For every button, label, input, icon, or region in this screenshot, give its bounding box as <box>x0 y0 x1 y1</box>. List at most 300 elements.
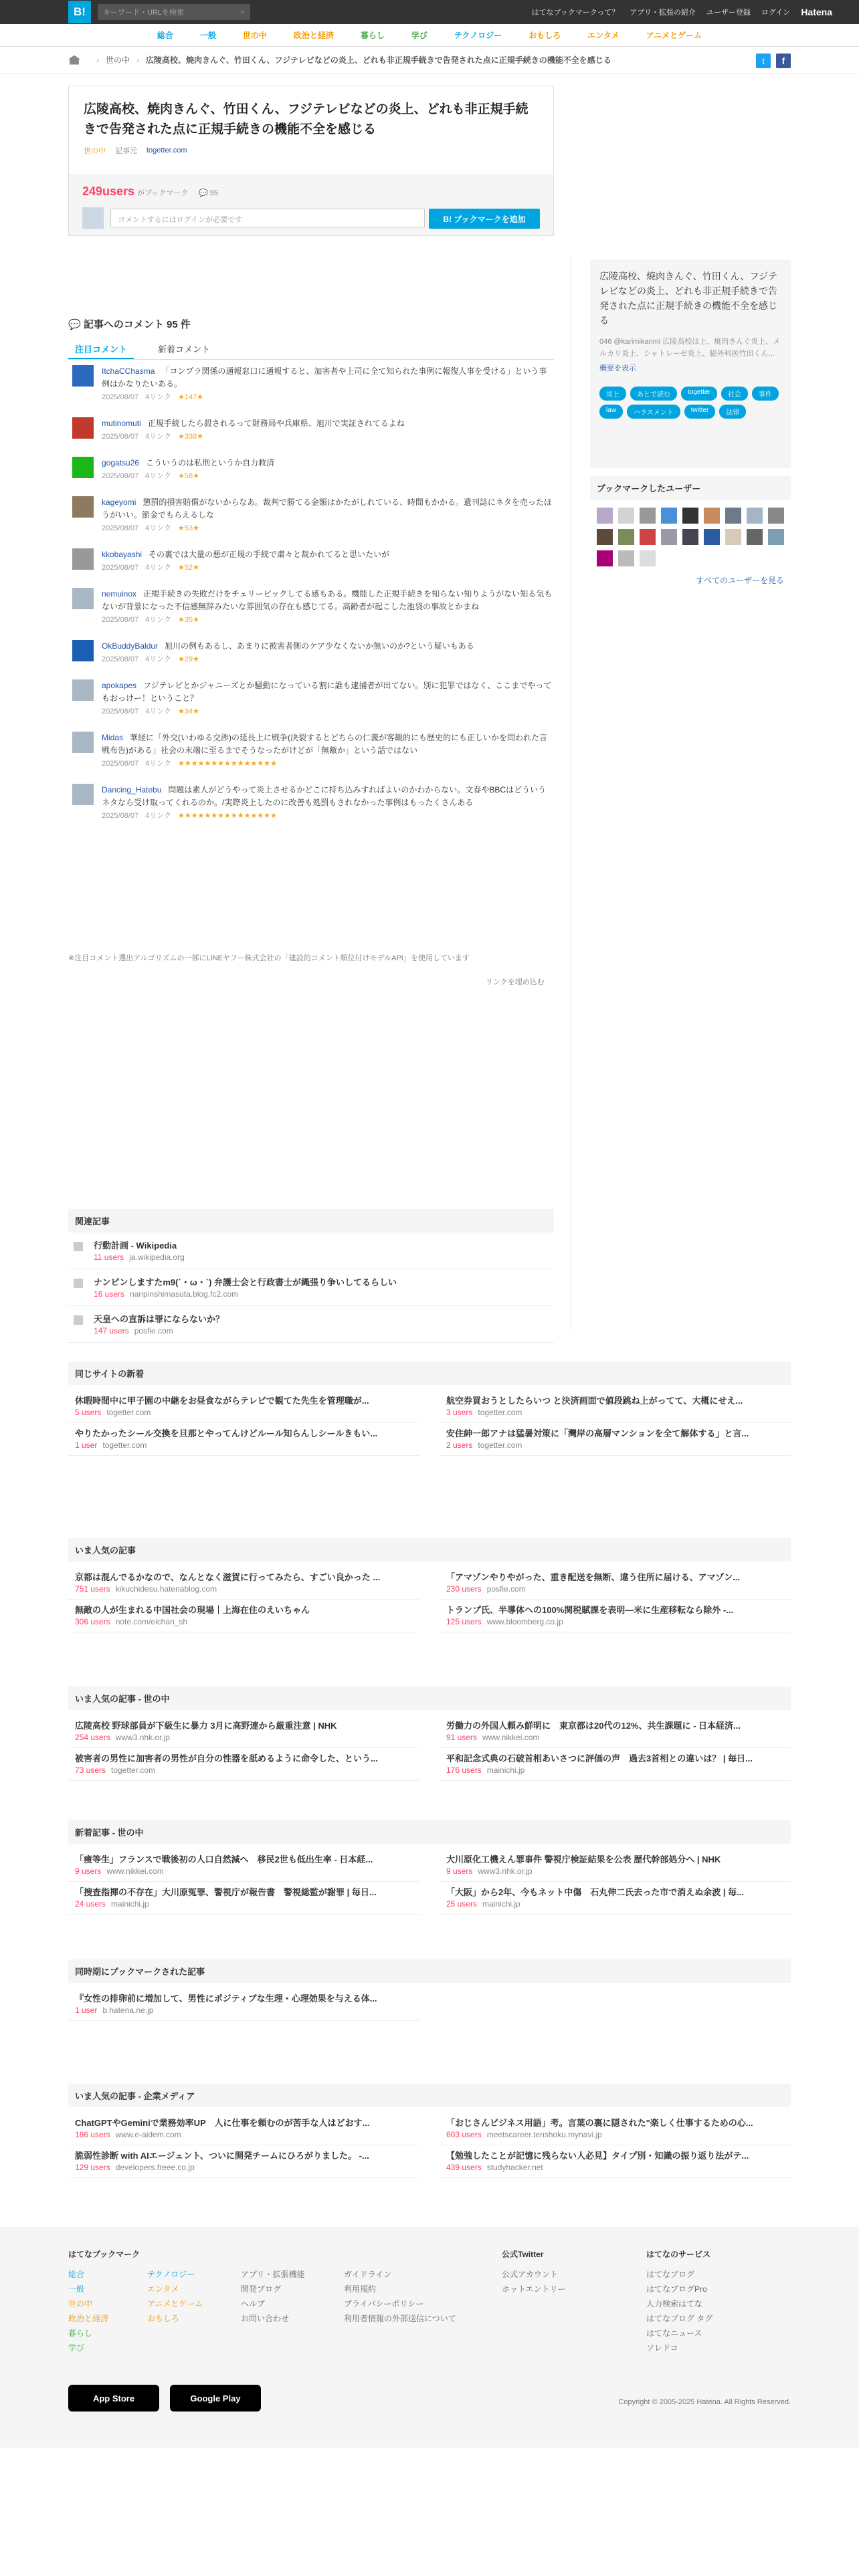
home-icon[interactable] <box>68 56 80 65</box>
embed-link[interactable]: リンクを埋め込む <box>486 978 545 986</box>
comment-date[interactable]: 2025/08/07 <box>102 708 139 716</box>
user-avatar[interactable] <box>682 508 698 524</box>
article-item <box>440 2145 791 2178</box>
article-section-1 <box>68 1538 791 1632</box>
hatena-brand[interactable]: Hatena <box>801 7 832 17</box>
star-count[interactable]: ★★★★★★★★★★★★★★★ <box>177 760 277 768</box>
article-section-2 <box>68 1687 791 1781</box>
related-domain[interactable]: posfie.com <box>134 1326 173 1335</box>
footer-link[interactable]: 利用規約 <box>344 2284 377 2294</box>
comment-avatar[interactable] <box>72 784 94 805</box>
article-meta <box>75 2006 413 2015</box>
comment-user[interactable]: Midas <box>102 733 124 742</box>
article-title[interactable]: 「大阪」から2年、今もネット中傷 石丸伸二氏去った市で消えぬ余波 | 毎... <box>446 1887 744 1897</box>
article-title[interactable]: 『女性の排卵前に増加して、男性にポジティブな生理・心理効果を与える体... <box>75 1994 377 2004</box>
comment-item <box>72 588 554 627</box>
category-7[interactable]: おもしろ <box>529 31 561 40</box>
article-meta <box>75 1408 413 1417</box>
article-title[interactable]: 京都は混んでるかなので、なんとなく滋賀に行ってみたら、すごい良かった ... <box>75 1572 381 1582</box>
search-box[interactable] <box>98 4 250 20</box>
entry-summary-box <box>590 259 791 468</box>
article-meta <box>446 1733 784 1742</box>
category-0[interactable]: 総合 <box>157 31 173 40</box>
bookmark-bar: 249users がブックマーク 💬 95 コメントするにはログインが必要です B! ブックマークを追加 <box>69 174 553 235</box>
site-favicon-icon <box>74 1315 83 1325</box>
section-heading: いま人気の記事 - 世の中 <box>68 1687 791 1710</box>
article-domain[interactable]: studyhacker.net <box>486 2163 543 2172</box>
comment-user[interactable]: apokapes <box>102 681 137 690</box>
comment-user[interactable]: mutinomuti <box>102 419 141 428</box>
article-meta <box>75 1584 413 1594</box>
comment-avatar[interactable] <box>72 457 94 478</box>
comment-item <box>72 365 554 404</box>
article-users[interactable]: 230 users <box>446 1584 482 1594</box>
article-users[interactable]: 25 users <box>446 1899 478 1909</box>
article-domain[interactable]: meetscareer.tenshoku.mynavi.jp <box>486 2130 602 2139</box>
comment-item <box>72 732 554 770</box>
article-meta <box>446 1584 784 1594</box>
app-stores <box>68 2385 261 2411</box>
related-users[interactable]: 11 users <box>94 1253 124 1262</box>
article-users[interactable]: 186 users <box>75 2130 110 2139</box>
footer-link[interactable]: はてなブログ <box>646 2270 695 2279</box>
footer-link[interactable]: 総合 <box>68 2270 85 2279</box>
footer-link[interactable]: 利用者情報の外部送信について <box>344 2314 456 2323</box>
app-store-button[interactable]: App Store <box>68 2385 159 2411</box>
tag-chip[interactable]: twitter <box>684 405 716 419</box>
comment-avatar[interactable] <box>72 588 94 609</box>
tag-chip[interactable]: togetter <box>681 387 717 401</box>
star-count[interactable]: ★52★ <box>177 564 199 572</box>
login-link[interactable]: ログイン <box>761 9 791 17</box>
footer-link[interactable]: エンタメ <box>147 2284 179 2294</box>
article-domain[interactable]: mainichi.jp <box>111 1899 149 1909</box>
comment-list <box>72 365 554 836</box>
comment-date[interactable]: 2025/08/07 <box>102 655 139 663</box>
article-title[interactable]: 「アマゾンやりやがった、重き配送を無断、違う住所に届ける、アマゾン... <box>446 1572 741 1582</box>
comment-meta <box>102 809 554 823</box>
tag-chip[interactable]: ハラスメント <box>627 405 680 419</box>
section-heading: 同時期にブックマークされた記事 <box>68 1959 791 1983</box>
article-item <box>440 2113 791 2145</box>
comment-link[interactable]: 4リンク <box>145 564 171 572</box>
article-title[interactable]: 「捜査指揮の不存在」大川原冤罪、警視庁が報告書 警視総監が謝罪 | 毎日... <box>75 1887 377 1897</box>
user-avatar[interactable] <box>640 529 656 545</box>
comment-user[interactable]: Dancing_Hatebu <box>102 785 162 794</box>
comment-item <box>72 784 554 823</box>
star-count[interactable]: ★58★ <box>177 472 199 480</box>
article-title[interactable]: 脆弱性診断 with AIエージェント、ついに開発チームにひろがりました。 -... <box>75 2151 369 2161</box>
article-item <box>440 1423 791 1456</box>
breadcrumb-category[interactable]: 世の中 <box>106 56 130 65</box>
footer-link[interactable]: はてなブログPro <box>646 2284 707 2294</box>
category-9[interactable]: アニメとゲーム <box>646 31 702 40</box>
search-icon[interactable]: ⌕ <box>240 7 245 16</box>
footer-link[interactable]: テクノロジー <box>147 2270 195 2279</box>
article-users[interactable]: 254 users <box>75 1733 110 1742</box>
article-item <box>440 1849 791 1882</box>
twitter-icon[interactable]: t <box>756 53 771 68</box>
article-domain[interactable]: www3.nhk.or.jp <box>478 1866 533 1876</box>
star-count[interactable]: ★53★ <box>177 524 199 532</box>
user-avatar[interactable] <box>618 508 634 524</box>
comment-text: こういうのは私刑というか自力救済 <box>146 458 275 467</box>
comment-meta <box>102 561 554 574</box>
comment-text: その裏では大量の悪が正規の手続で粛々と裁かれてると思いたいが <box>149 550 390 559</box>
comment-date[interactable]: 2025/08/07 <box>102 524 139 532</box>
user-avatar[interactable] <box>768 508 784 524</box>
article-domain[interactable]: togetter.com <box>478 1408 522 1417</box>
footer-col-4 <box>344 2267 456 2326</box>
breadcrumb: › 世の中 › 広陵高校、焼肉きんぐ、竹田くん、フジテレビなどの炎上、どれも非正規手続きで告発された点に正規手続きの機能不全を感じる t f <box>0 47 859 74</box>
article-meta <box>75 1733 413 1742</box>
avatar <box>82 207 104 229</box>
comment-item <box>72 457 554 483</box>
share-buttons <box>756 53 791 68</box>
article-domain[interactable]: www.bloomberg.co.jp <box>486 1617 563 1626</box>
related-title[interactable]: 天皇への直訴は罪にならないか？ <box>94 1314 225 1324</box>
user-avatar[interactable] <box>704 529 720 545</box>
entry-category-tag[interactable]: 世の中 <box>84 147 106 155</box>
article-domain[interactable]: togetter.com <box>106 1408 151 1417</box>
star-count[interactable]: ★29★ <box>177 655 199 663</box>
summary-title[interactable]: 広陵高校、焼肉きんぐ、竹田くん、フジテレビなどの炎上、どれも非正規手続きで告発された点に正規手続きの機能不全を感じる <box>599 271 777 326</box>
related-meta <box>94 1289 397 1299</box>
copyright: Copyright © 2005-2025 Hatena. All Rights Reserved. <box>618 2398 791 2406</box>
star-count[interactable]: ★★★★★★★★★★★★★★★ <box>177 812 277 820</box>
user-avatar[interactable] <box>768 529 784 545</box>
article-domain[interactable]: togetter.com <box>102 1440 147 1450</box>
star-count[interactable]: ★35★ <box>177 616 199 624</box>
footer-link[interactable]: ガイドライン <box>344 2270 392 2279</box>
site-favicon-icon <box>74 1242 83 1251</box>
article-domain[interactable]: togetter.com <box>478 1440 522 1450</box>
article-users[interactable]: 125 users <box>446 1617 482 1626</box>
article-item <box>68 1600 419 1632</box>
star-count[interactable]: ★34★ <box>177 708 199 716</box>
category-2[interactable]: 世の中 <box>242 31 267 40</box>
related-users[interactable]: 16 users <box>94 1289 125 1299</box>
tag-chip[interactable]: 法律 <box>719 405 746 419</box>
article-users[interactable]: 306 users <box>75 1617 110 1626</box>
article-meta <box>75 2163 413 2172</box>
article-title[interactable]: 労働力の外国人頼み鮮明に 東京都は20代の12%、共生課題に - 日本経済... <box>446 1721 741 1731</box>
footer-link[interactable]: 人力検索はてな <box>646 2299 703 2309</box>
article-domain[interactable]: mainichi.jp <box>486 1765 525 1775</box>
category-8[interactable]: エンタメ <box>587 31 619 40</box>
footer-link[interactable]: プライバシーポリシー <box>344 2299 424 2309</box>
comment-text: 「コンプラ関係の通報窓口に通報すると、加害者や上司に全て知られた事例に報復人事を受ける」という事例はかなりたいある。 <box>102 366 547 389</box>
top-links <box>532 0 833 24</box>
user-avatar[interactable] <box>725 508 741 524</box>
article-users[interactable]: 2 users <box>446 1440 473 1450</box>
footer-link[interactable]: お問い合わせ <box>241 2314 290 2323</box>
article-users[interactable]: 9 users <box>75 1866 102 1876</box>
search-input[interactable]: キーワード・URLを検索 <box>103 9 185 17</box>
article-item <box>440 1600 791 1632</box>
article-users[interactable]: 1 user <box>75 1440 98 1450</box>
all-users-link[interactable]: すべてのユーザーを見る <box>696 576 784 585</box>
star-count[interactable]: ★147★ <box>177 393 204 401</box>
comment-link[interactable]: 4リンク <box>145 393 171 401</box>
user-avatar[interactable] <box>661 529 677 545</box>
comment-link[interactable]: 4リンク <box>145 472 171 480</box>
article-title[interactable]: 航空券買おうとしたらいつ と決済画面で値段跳ね上がってて、大概にせえ... <box>446 1396 743 1406</box>
article-meta <box>446 1899 784 1909</box>
article-title[interactable]: 広陵高校 野球部員が下級生に暴力 3月に高野連から厳重注意 | NHK <box>75 1721 337 1731</box>
comment-date[interactable]: 2025/08/07 <box>102 433 139 441</box>
comment-user[interactable]: kageyomi <box>102 498 136 507</box>
comment-input[interactable]: コメントするにはログインが必要です <box>110 209 425 227</box>
user-avatar[interactable] <box>597 550 613 566</box>
footer-link[interactable]: はてなブログ タグ <box>646 2314 713 2323</box>
summary-text: 046 @karimikarimi 広陵高校は上、焼肉きんぐ炎上、メルカリ炎上、シャトレーゼ炎上、脇外科医竹田くん... <box>599 338 781 358</box>
footer-link[interactable]: 一般 <box>68 2284 85 2294</box>
article-title[interactable]: 無敵の人が生まれる中国社会の現場｜上海在住のえいちゃん <box>75 1605 310 1615</box>
tag-chip[interactable]: 社会 <box>721 387 748 401</box>
comment-date[interactable]: 2025/08/07 <box>102 564 139 572</box>
article-domain[interactable]: togetter.com <box>111 1765 156 1775</box>
article-users[interactable]: 751 users <box>75 1584 110 1594</box>
footer-col-3 <box>241 2267 305 2326</box>
category-6[interactable]: テクノロジー <box>454 31 502 40</box>
user-avatar[interactable] <box>618 529 634 545</box>
footer-link[interactable]: アニメとゲーム <box>147 2299 203 2309</box>
comment-text: 懲罰的損害賠償がないからなあ。裁判で勝てる金額はかたがしれている、時間もかかる。遺刊誌にネタを売ったほうがいい。節金でもらえるしな <box>102 498 552 520</box>
user-avatar[interactable] <box>704 508 720 524</box>
related-title[interactable]: ナンピンしますたm9(´・ω・`) 弁護士会と行政書士が縄張り争いしてるらしい <box>94 1277 397 1287</box>
article-item <box>68 2145 419 2178</box>
article-meta <box>75 1617 413 1626</box>
footer-link[interactable]: 世の中 <box>68 2299 93 2309</box>
comment-avatar[interactable] <box>72 496 94 518</box>
article-domain[interactable]: www.nikkei.com <box>482 1733 540 1742</box>
comment-user[interactable]: gogatsu26 <box>102 458 140 467</box>
star-count[interactable]: ★338★ <box>177 433 204 441</box>
article-domain[interactable]: www.e-aidem.com <box>115 2130 181 2139</box>
tag-list <box>599 387 781 419</box>
article-meta <box>446 1617 784 1626</box>
related-domain[interactable]: nanpinshimasuta.blog.fc2.com <box>130 1289 239 1299</box>
comment-item <box>72 679 554 718</box>
tag-chip[interactable]: law <box>599 405 623 419</box>
article-item <box>440 1748 791 1781</box>
article-domain[interactable]: b.hatena.ne.jp <box>102 2006 154 2015</box>
article-users[interactable]: 9 users <box>446 1866 473 1876</box>
article-title[interactable]: やりたかったシール交換を旦那とやってんけどルール知らんしシールきもい... <box>75 1428 378 1438</box>
article-title[interactable]: 安住紳一郎アナは猛暑対策に「灣岸の高層マンションを全て解体する」と言... <box>446 1428 749 1438</box>
category-5[interactable]: 学び <box>411 31 427 40</box>
footer-link[interactable]: 学び <box>68 2343 85 2353</box>
article-users[interactable]: 73 users <box>75 1765 106 1775</box>
hatena-bookmark-logo[interactable]: B! <box>68 1 91 23</box>
article-title[interactable]: 「痩等生」フランスで戦後初の人口自然減へ 移民2世も低出生率 - 日本経... <box>75 1854 373 1864</box>
article-section-5 <box>68 2084 791 2178</box>
comment-avatar[interactable] <box>72 732 94 753</box>
article-title[interactable]: 大川原化工機えん罪事件 警視庁検証結果を公表 歴代幹部処分へ | NHK <box>446 1854 721 1864</box>
article-section-4 <box>68 1959 791 2021</box>
tag-chip[interactable]: 炎上 <box>599 387 626 401</box>
comment-user[interactable]: ItchaCChasma <box>102 366 155 376</box>
add-bookmark-button[interactable]: B! ブックマークを追加 <box>429 209 540 229</box>
article-users[interactable]: 5 users <box>75 1408 102 1417</box>
about-link[interactable]: はてなブックマークって？ <box>531 9 619 17</box>
user-avatar[interactable] <box>597 529 613 545</box>
entry-domain[interactable]: togetter.com <box>147 146 187 154</box>
comment-user[interactable]: OkBuddyBaldur <box>102 641 159 651</box>
tag-chip[interactable]: あとで読む <box>630 387 677 401</box>
article-meta <box>75 1765 413 1775</box>
comment-text: 問題は素人がどうやって炎上させるかどこに持ち込みすればよいのかわからない。文春やBBCはどういうネタなら受け取ってくれるのか。/実際炎上したのに改善も処罰もされなかった事例はもったくさんある <box>102 785 547 807</box>
related-item <box>68 1232 554 1269</box>
comment-avatar[interactable] <box>72 679 94 701</box>
footer-link[interactable]: 公式アカウント <box>502 2270 558 2279</box>
comment-avatar[interactable] <box>72 548 94 570</box>
user-avatar[interactable] <box>661 508 677 524</box>
comment-item <box>72 640 554 666</box>
article-domain[interactable]: note.com/eichan_sh <box>115 1617 188 1626</box>
article-meta <box>446 1866 784 1876</box>
comment-meta <box>102 705 554 718</box>
article-users[interactable]: 3 users <box>446 1408 473 1417</box>
article-title[interactable]: 被害者の男性に加害者の男性が自分の性器を舐めるように命令した、という... <box>75 1753 378 1763</box>
article-users[interactable]: 439 users <box>446 2163 482 2172</box>
footer-link[interactable]: ホットエントリー <box>502 2284 566 2294</box>
article-item <box>68 1748 419 1781</box>
signup-link[interactable]: ユーザー登録 <box>706 9 751 17</box>
article-item <box>68 1715 419 1748</box>
comment-date[interactable]: 2025/08/07 <box>102 472 139 480</box>
footer <box>0 2227 859 2448</box>
article-domain[interactable]: mainichi.jp <box>482 1899 520 1909</box>
comment-text: 華経に「外交(いわゆる交渉)の延長上に戦争(決裂するとどちらの仁義が客観的にも歴史的にも正しいかを問われた言戦布告)がある」社会の末端に至るまでそうなったがけどが「無敵か」という話ではない <box>102 733 548 755</box>
article-item <box>68 1882 419 1915</box>
article-title[interactable]: 「おじさんビジネス用語」考。言葉の裏に隠された"楽しく仕事するための心... <box>446 2118 753 2128</box>
comment-item <box>72 496 554 535</box>
user-avatar[interactable] <box>725 529 741 545</box>
comment-date[interactable]: 2025/08/07 <box>102 812 139 820</box>
footer-link[interactable]: ヘルプ <box>241 2299 266 2309</box>
comment-user[interactable]: kkobayashi <box>102 550 142 559</box>
article-users[interactable]: 24 users <box>75 1899 106 1909</box>
category-3[interactable]: 政治と経済 <box>293 31 334 40</box>
article-item <box>440 1715 791 1748</box>
tab-featured[interactable]: 注目コメント <box>68 340 134 359</box>
related-articles <box>68 1209 554 1343</box>
comment-meta <box>102 757 554 770</box>
footer-link[interactable]: ソレドコ <box>646 2343 678 2353</box>
category-1[interactable]: 一般 <box>199 31 216 40</box>
comment-link[interactable]: 4リンク <box>145 616 171 624</box>
article-users[interactable]: 1 user <box>75 2006 98 2015</box>
article-domain[interactable]: www3.nhk.or.jp <box>115 1733 171 1742</box>
category-4[interactable]: 暮らし <box>360 31 385 40</box>
category-nav <box>0 24 859 47</box>
comment-date[interactable]: 2025/08/07 <box>102 393 139 401</box>
comment-avatar[interactable] <box>72 365 94 387</box>
footer-link[interactable]: 政治と経済 <box>68 2314 109 2323</box>
user-avatar[interactable] <box>597 508 613 524</box>
related-users[interactable]: 147 users <box>94 1326 129 1335</box>
article-title[interactable]: 休暇時間中に甲子園の中継をお昼食ながらテレビで観てた先生を管理職が... <box>75 1396 369 1406</box>
comment-date[interactable]: 2025/08/07 <box>102 616 139 624</box>
user-avatar[interactable] <box>682 529 698 545</box>
user-avatar[interactable] <box>640 508 656 524</box>
comment-link[interactable]: 4リンク <box>145 760 171 768</box>
footer-link[interactable]: はてなニュース <box>646 2329 702 2338</box>
related-meta <box>94 1253 185 1262</box>
article-domain[interactable]: www.nikkei.com <box>106 1866 164 1876</box>
related-domain[interactable]: ja.wikipedia.org <box>129 1253 185 1262</box>
comment-link[interactable]: 4リンク <box>145 708 171 716</box>
show-summary-link[interactable]: 概要を表示 <box>599 364 636 372</box>
article-domain[interactable]: developers.freee.co.jp <box>115 2163 195 2172</box>
comment-text: 旭川の例もあるし、あまりに被害者側のケア少なくないか無いのか?という疑いもある <box>165 641 474 651</box>
comment-link[interactable]: 4リンク <box>145 433 171 441</box>
article-title[interactable]: 【勉強したことが記憶に残らない人必見】タイプ別・知識の振り返り法がテ... <box>446 2151 749 2161</box>
google-play-button[interactable]: Google Play <box>170 2385 261 2411</box>
footer-link[interactable]: 暮らし <box>68 2329 93 2338</box>
footer-link[interactable]: アプリ・拡張機能 <box>241 2270 305 2279</box>
article-users[interactable]: 91 users <box>446 1733 478 1742</box>
apps-link[interactable]: アプリ・拡張の紹介 <box>630 9 696 17</box>
article-meta <box>75 1899 413 1909</box>
footer-link[interactable]: 開発ブログ <box>241 2284 282 2294</box>
section-heading: 新着記事 - 世の中 <box>68 1820 791 1844</box>
section-heading: 同じサイトの新着 <box>68 1362 791 1385</box>
top-bar <box>0 0 859 24</box>
article-meta <box>446 1408 784 1417</box>
article-meta <box>446 1440 784 1450</box>
facebook-icon[interactable]: f <box>776 53 791 68</box>
comment-text: 正規手続きの失敗だけをチェリーピックしてる感もある。機能した正規手続きを知らない知りようがない知る気もないが背景になった不信感無辞みたいな雰囲気の存在も感じてる。高齢者が起こした池袋の事故とかまね <box>102 589 553 611</box>
comment-count-icon: 💬 95 <box>198 189 218 197</box>
bookmark-users <box>590 476 791 586</box>
entry-title[interactable]: 広陵高校、焼肉きんぐ、竹田くん、フジテレビなどの炎上、どれも非正規手続きで告発された点に正規手続きの機能不全を感じる <box>84 102 529 136</box>
user-avatar[interactable] <box>747 508 763 524</box>
user-avatar[interactable] <box>618 550 634 566</box>
comment-link[interactable]: 4リンク <box>145 524 171 532</box>
article-domain[interactable]: kikuchidesu.hatenablog.com <box>115 1584 217 1594</box>
comment-link[interactable]: 4リンク <box>145 655 171 663</box>
site-favicon-icon <box>74 1279 83 1288</box>
tab-new[interactable]: 新着コメント <box>158 344 211 354</box>
user-avatar[interactable] <box>640 550 656 566</box>
comment-link[interactable]: 4リンク <box>145 812 171 820</box>
related-title[interactable]: 行動計画 - Wikipedia <box>94 1241 177 1251</box>
article-meta <box>446 2163 784 2172</box>
comment-user[interactable]: nemuinox <box>102 589 137 599</box>
article-title[interactable]: トランプ氏、半導体への100%関税賦課を表明—米に生産移転なら除外 -... <box>446 1605 734 1615</box>
tag-chip[interactable]: 事件 <box>752 387 779 401</box>
user-avatar[interactable] <box>747 529 763 545</box>
comment-date[interactable]: 2025/08/07 <box>102 760 139 768</box>
article-item <box>68 1390 419 1423</box>
article-domain[interactable]: posfie.com <box>486 1584 526 1594</box>
article-users[interactable]: 603 users <box>446 2130 482 2139</box>
source-label: 記事元 <box>115 147 137 155</box>
comment-avatar[interactable] <box>72 417 94 439</box>
article-users[interactable]: 176 users <box>446 1765 482 1775</box>
article-title[interactable]: 平和記念式典の石破首相あいさつに評価の声 過去3首相との違いは？ | 毎日... <box>446 1753 753 1763</box>
article-title[interactable]: ChatGPTやGeminiで業務効率UP 人に仕事を頼むのが苦手な人はどおす... <box>75 2118 370 2128</box>
article-meta <box>446 1765 784 1775</box>
article-users[interactable]: 129 users <box>75 2163 110 2172</box>
footer-link[interactable]: おもしろ <box>147 2314 180 2323</box>
comment-avatar[interactable] <box>72 640 94 661</box>
article-section-0 <box>68 1362 791 1456</box>
bookmark-count[interactable]: 249users <box>82 185 135 198</box>
